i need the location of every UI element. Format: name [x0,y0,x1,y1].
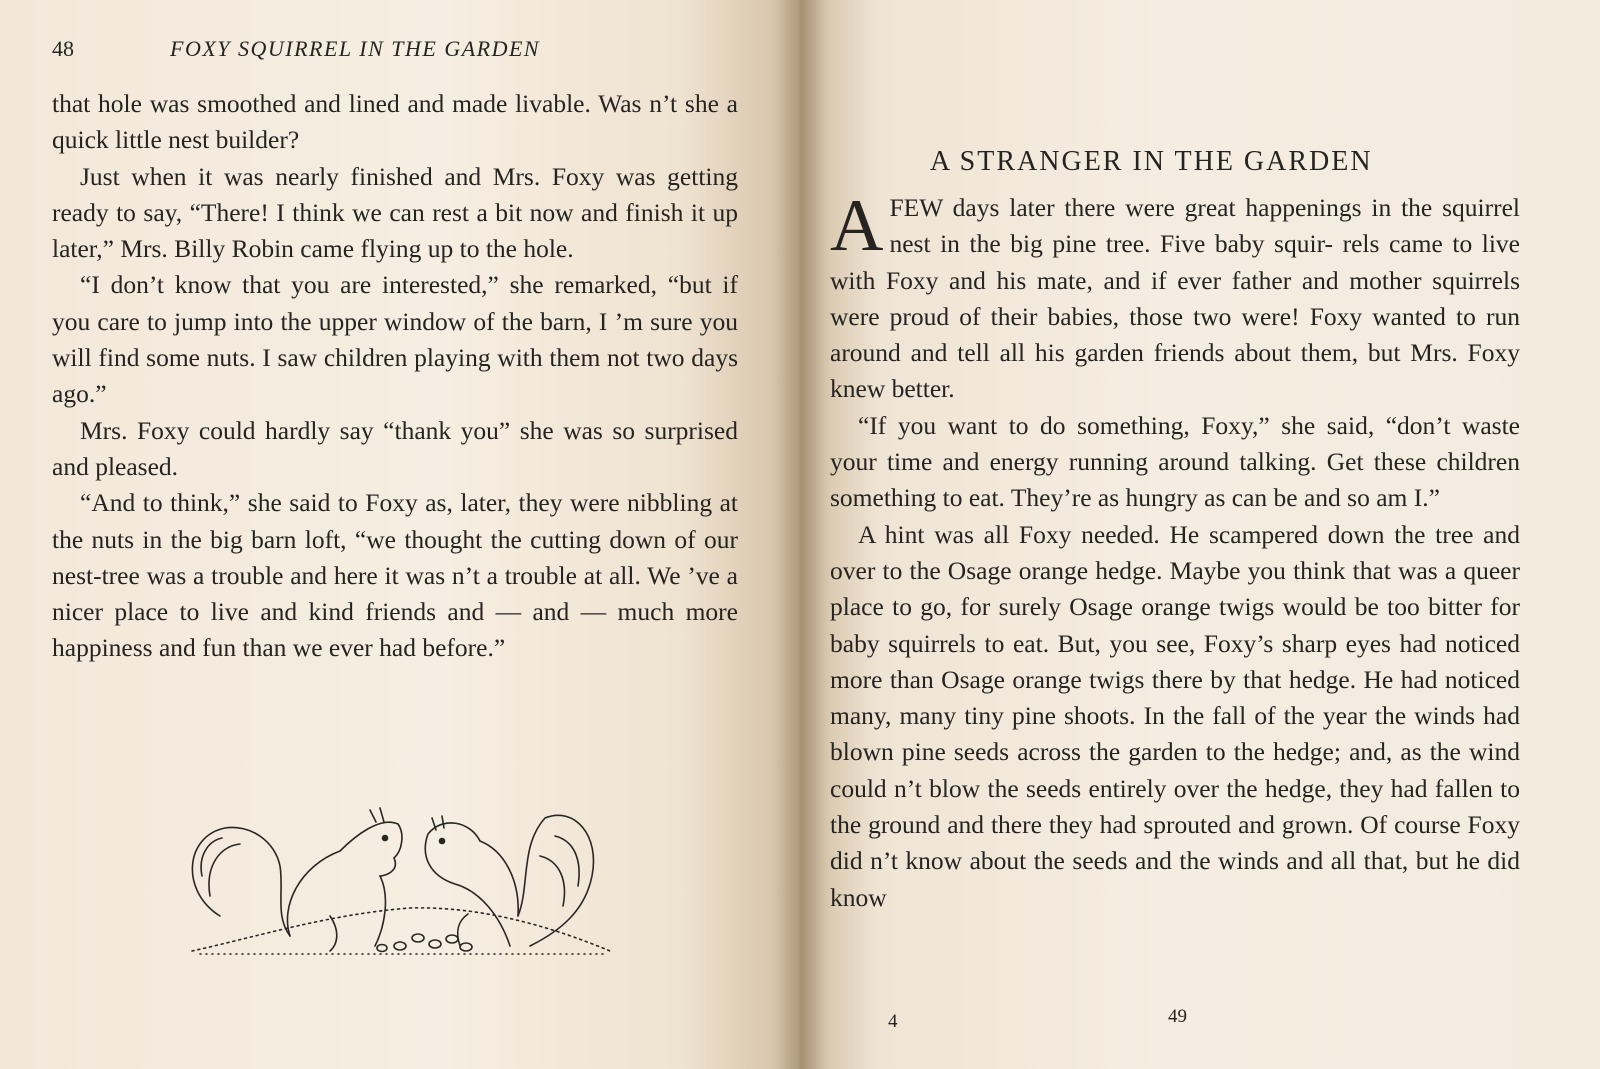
drop-cap: A [830,185,884,267]
lead-text: FEW days later there were great happenings in the squirrel nest in the big pine tree. Five baby squir- rels came to live with Foxy and his mate, and if ever father and mother squirrels were proud of their babies, those two were! Foxy wanted to run around and tell all his garden friends about them, but Mrs. Foxy knew better. [830,193,1520,404]
nut [460,943,472,951]
nut [394,942,406,950]
paragraph: that hole was smoothed and lined and made livable. Was n’t she a quick little nest builder? [52,89,738,155]
nut [429,940,441,948]
paragraph: Mrs. Foxy could hardly say “thank you” she was so surprised and pleased. [52,415,738,481]
left-squirrel-tail [192,827,290,936]
paragraph: “If you want to do something, Foxy,” she said, “don’t waste your time and energy running around talking. Get these children something to eat. They’re as hungry as can be and so am I.” [830,410,1520,513]
paragraph: A hint was all Foxy needed. He scampered down the tree and over to the Osage orange hedge. Maybe you think that was a queer place to go, for surely Osage orange twigs would be too bitter for baby squirrels to eat. But, you see, Foxy’s sharp eyes had noticed more than Osage orange twigs there by that hedge. He had noticed many, many tiny pine shoots. In the fall of the year the winds had blown pine seeds across the garden to the hedge; and, as the wind could n’t blow the seeds entirely over the hedge, they had fallen to the ground and there they had sprouted and grown. Of course Foxy did n’t know about the seeds and the winds and all that, but he did know [830,519,1520,912]
chapter-title: A STRANGER IN THE GARDEN [930,146,1373,177]
squirrels-illustration [180,796,620,966]
signature-mark: 4 [888,1011,898,1032]
paragraph: Just when it was nearly finished and Mrs. Foxy was getting ready to say, “There! I think we can rest a bit now and finish it up later,” Mrs. Billy Robin came flying up to the hole. [52,161,738,264]
nut [412,934,424,942]
gutter-shadow [770,0,830,1069]
running-head [52,36,742,70]
nut [377,945,387,952]
ground-shading [192,908,610,951]
nut [446,935,458,943]
running-title: FOXY SQUIRREL IN THE GARDEN [170,36,541,61]
paragraph: “I don’t know that you are interested,” she remarked, “but if you care to jump into the upper window of the barn, I ’m sure you will find some nuts. I saw children playing with them not two days ago.” [52,270,738,409]
right-body-text [830,185,1520,916]
lead-paragraph [830,185,1520,408]
paragraph: “And to think,” she said to Foxy as, later, they were nibbling at the nuts in the big barn loft, “we thought the cutting down of our nest-tree was a trouble and here it was n’t a trouble at all. We ’ve a nicer place to live and kind friends and — and — much more happiness and fun than we ever had before.” [52,488,738,663]
right-squirrel-tail [518,815,594,946]
left-body-text [52,86,738,667]
page-number-left: 48 [52,36,74,61]
page-number-right: 49 [1168,1006,1187,1027]
